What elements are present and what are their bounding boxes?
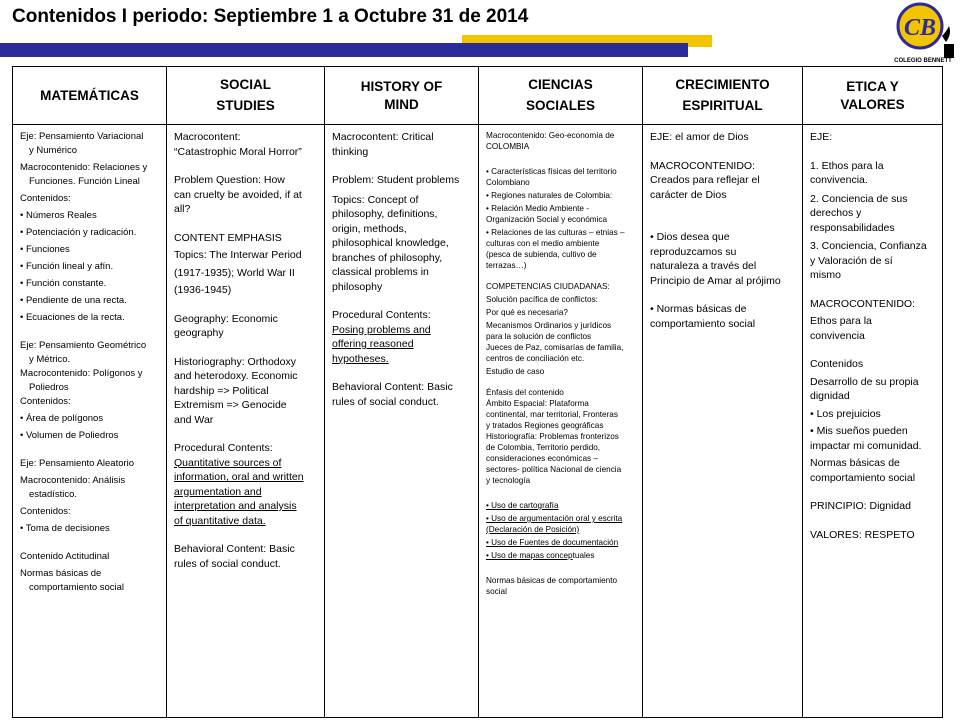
text-line: Ámbito Espacial: Plataforma (486, 399, 589, 408)
list-item: • Regiones naturales de Colombia: (486, 191, 613, 200)
text-line: thinking (332, 145, 369, 158)
text-line: Contenido Actitudinal (20, 551, 110, 562)
logo-text: CB (903, 15, 937, 41)
text-line: geography (174, 327, 224, 339)
text-line: Geography: Economic (174, 312, 278, 325)
text-line: (1936-1945) (174, 284, 232, 296)
text-line: Solución pacífica de conflictos: (486, 295, 598, 304)
list-item: • Funciones (20, 244, 70, 255)
text-line: culturas con el medio ambiente (486, 239, 600, 248)
text-line: comportamiento social (810, 471, 916, 484)
logo-caption: COLEGIO BENNETT (894, 58, 952, 64)
text-line: terrazas…) (486, 261, 527, 270)
list-item: • Los prejuicios (810, 407, 881, 420)
list-item: • Uso de Fuentes de documentación (486, 538, 619, 547)
text-line: Extremism => Genocide (174, 399, 287, 411)
list-item: • Uso de cartografía (486, 501, 559, 510)
text-line: information, oral and written (174, 471, 304, 483)
text-line: Contenidos: (20, 396, 71, 407)
text-line: Macrocontenido: Polígonos y (20, 368, 143, 379)
text-line: COLOMBIA (486, 142, 530, 151)
text-line: reproduzcamos su (650, 245, 737, 258)
header-line: MIND (384, 96, 419, 112)
text-line: centros de conciliación etc. (486, 354, 585, 363)
list-item: • Ecuaciones de la recta. (20, 312, 125, 323)
text-line: Procedural Contents: (332, 309, 431, 321)
text-line: and War (174, 413, 214, 426)
text-line: Creados para reflejar el (650, 174, 760, 186)
text-line: responsabilidades (810, 221, 895, 234)
header-etica-valores (803, 67, 943, 125)
list-item: • Dios desea que (650, 231, 730, 243)
text-line: Behavioral Content: Basic (174, 543, 295, 555)
text-line: 1. Ethos para la (810, 159, 884, 172)
colegio-bennett-logo (892, 2, 958, 64)
text-line: origin, methods, (332, 222, 407, 235)
text-line: Macrocontent: Critical (332, 131, 434, 143)
header-line: VALORES (840, 96, 905, 112)
text-line: of quantitative data. (174, 514, 266, 527)
text-line: impactar mi comunidad. (810, 439, 922, 452)
text-line: EJE: el amor de Dios (650, 131, 749, 143)
text-line: Topics: Concept of (332, 193, 419, 206)
text-line: argumentation and (174, 485, 262, 498)
text-line: y Valoración de sí (810, 254, 893, 267)
text-line: Macrocontenido: Relaciones y (20, 162, 148, 173)
text-line: Colombiano (486, 178, 530, 187)
text-line: Eje: Pensamiento Geométrico (20, 340, 147, 351)
header-line: SOCIAL (219, 77, 271, 92)
text-line: VALORES: RESPETO (810, 528, 915, 541)
list-item: • Relación Medio Ambiente - (486, 204, 589, 213)
text-line: y tecnología (486, 476, 531, 485)
content-row (13, 125, 943, 718)
text-line: branches of philosophy, (332, 251, 443, 264)
text-line: hypotheses. (332, 352, 389, 365)
header-social-studies (167, 67, 325, 125)
text-line: Macrocontenido: Geo-economía de (486, 131, 615, 140)
text-line: Topics: The Interwar Period (174, 249, 302, 261)
text-line: Mecanismos Ordinarios y jurídicos (486, 321, 612, 330)
text-line: Organización Social y económica (486, 215, 608, 224)
text-line: Principio de Amar al prójimo (650, 274, 781, 287)
text-line: “Catastrophic Moral Horror” (174, 145, 302, 158)
text-segment: tuales (572, 551, 595, 560)
list-item (486, 550, 635, 561)
text-line: Problem: Student problems (332, 174, 460, 186)
text-line: de Colombia, Territorio perdido, (486, 443, 601, 452)
header-line: SOCIALES (525, 98, 595, 113)
list-item: • Toma de decisiones (20, 523, 110, 534)
text-line: 3. Conciencia, Confianza (810, 240, 927, 252)
page-title: Contenidos I periodo: Septiembre 1 a Octubre 31 de 2014 (12, 6, 529, 27)
text-line: convivencia. (810, 174, 868, 186)
text-line: Funciones. Función Lineal (29, 176, 140, 187)
text-line: can cruelty be avoided, if at (174, 188, 302, 201)
text-line: comportamiento social (650, 317, 756, 330)
text-line: Historiografía: Problemas fronterizos (486, 432, 619, 441)
text-line: estadístico. (29, 489, 78, 500)
text-line: Eje: Pensamiento Aleatorio (20, 458, 135, 469)
text-line: philosophy, definitions, (332, 208, 438, 220)
header-line: ETICA Y (846, 78, 899, 94)
text-line: Estudio de caso (486, 367, 545, 376)
text-line: comportamiento social (29, 582, 125, 593)
list-item: • Pendiente de una recta. (20, 295, 127, 306)
text-line: Contenidos: (20, 506, 71, 517)
text-line: 2. Conciencia de sus (810, 192, 908, 205)
list-item: • Área de polígonos (20, 413, 104, 424)
header-crecimiento-espiritual (643, 67, 803, 125)
text-line: consideraciones económicas – (486, 454, 598, 463)
header-matematicas (13, 67, 167, 125)
text-line: Problem Question: How (174, 174, 285, 186)
text-line: Quantitative sources of (174, 456, 282, 469)
text-line: Normas básicas de (20, 568, 102, 579)
text-line: Posing problems and (332, 323, 431, 336)
text-line: classical problems in (332, 266, 429, 278)
header-line: MATEMÁTICAS (40, 87, 139, 103)
text-line: philosophy (332, 280, 383, 293)
text-line: rules of social conduct. (332, 395, 439, 408)
header-history-of-mind (325, 67, 479, 125)
text-line: convivencia (810, 329, 865, 342)
text-line: hardship => Political (174, 384, 269, 397)
header-ciencias-sociales (479, 67, 643, 125)
header-line: CIENCIAS (528, 77, 593, 92)
text-line: Jueces de Paz, comisarías de familia, (486, 343, 624, 352)
text-line: COMPETENCIAS CIUDADANAS: (486, 282, 610, 291)
contents-table (12, 66, 943, 718)
cell-crecimiento-espiritual (643, 125, 803, 718)
list-item: • Potenciación y radicación. (20, 227, 137, 238)
text-line: EJE: (810, 131, 833, 143)
text-line: (Declaración de Posición) (486, 525, 580, 534)
text-line: Normas básicas de (810, 457, 900, 469)
text-line: interpretation and analysis (174, 500, 297, 512)
list-item: • Normas básicas de (650, 303, 747, 315)
text-line: derechos y (810, 207, 862, 219)
header-line: HISTORY OF (360, 78, 443, 94)
header-line: STUDIES (216, 98, 275, 113)
text-line: all? (174, 203, 191, 215)
header-line: ESPIRITUAL (682, 98, 763, 113)
text-line: Ethos para la (810, 315, 872, 327)
text-line: Normas básicas de comportamiento (486, 576, 618, 585)
text-line: sectores- política Nacional de ciencia (486, 465, 622, 474)
text-line: Contenidos (810, 358, 864, 370)
list-item: • Relaciones de las culturas – etnias – (486, 228, 625, 237)
text-line: Contenidos: (20, 193, 71, 204)
text-line: (1917-1935); World War II (174, 266, 295, 279)
text-line: Historiography: Orthodoxy (174, 355, 296, 368)
text-line: continental, mar territorial, Fronteras (486, 410, 618, 419)
cell-history-of-mind (325, 125, 479, 718)
header-line: CRECIMIENTO (675, 77, 770, 92)
text-line: y Numérico (29, 145, 78, 156)
text-line: MACROCONTENIDO: (810, 297, 915, 310)
text-line: Macrocontent: (174, 131, 241, 143)
cell-etica-valores (803, 125, 943, 718)
list-item: • Función lineal y afín. (20, 261, 114, 272)
text-line: Por qué es necesaria? (486, 308, 568, 317)
text-line: naturaleza a través del (650, 260, 757, 272)
header-row (13, 67, 943, 125)
text-line: Procedural Contents: (174, 442, 273, 454)
text-line: y tratados Regiones geográficas (486, 421, 604, 430)
text-line: y Métrico. (29, 354, 71, 365)
text-line: Eje: Pensamiento Variacional (20, 131, 144, 142)
text-line: rules of social conduct. (174, 557, 281, 570)
text-line: Poliedros (29, 382, 69, 393)
text-line: para la solución de conflictos (486, 332, 592, 341)
text-line: mismo (810, 269, 841, 281)
text-line: Énfasis del contenido (486, 388, 564, 397)
text-line: philosophical knowledge, (332, 237, 449, 249)
text-line: carácter de Dios (650, 188, 727, 201)
cell-ciencias-sociales (479, 125, 643, 718)
text-line: offering reasoned (332, 338, 414, 350)
text-line: dignidad (810, 390, 850, 402)
blue-accent-bar (0, 43, 688, 57)
list-item: • Características físicas del territorio (486, 167, 617, 176)
text-line: Behavioral Content: Basic (332, 381, 453, 393)
list-item: • Números Reales (20, 210, 97, 221)
text-line: social (486, 587, 507, 596)
list-item: • Mis sueños pueden (810, 425, 908, 437)
text-segment: • Uso de mapas concep (486, 551, 573, 560)
list-item: • Volumen de Poliedros (20, 430, 119, 441)
text-line: and heterodoxy. Economic (174, 370, 298, 382)
cell-social-studies (167, 125, 325, 718)
list-item: • Función constante. (20, 278, 107, 289)
cell-matematicas (13, 125, 167, 718)
text-line: CONTENT EMPHASIS (174, 231, 282, 244)
text-line: (pesca de subienda, cultivo de (486, 250, 597, 259)
text-line: MACROCONTENIDO: (650, 159, 755, 172)
text-line: Desarrollo de su propia (810, 375, 919, 388)
text-line: PRINCIPIO: Dignidad (810, 500, 911, 512)
list-item: • Uso de argumentación oral y escrita (486, 514, 623, 523)
text-line: Macrocontenido: Análisis (20, 475, 126, 486)
